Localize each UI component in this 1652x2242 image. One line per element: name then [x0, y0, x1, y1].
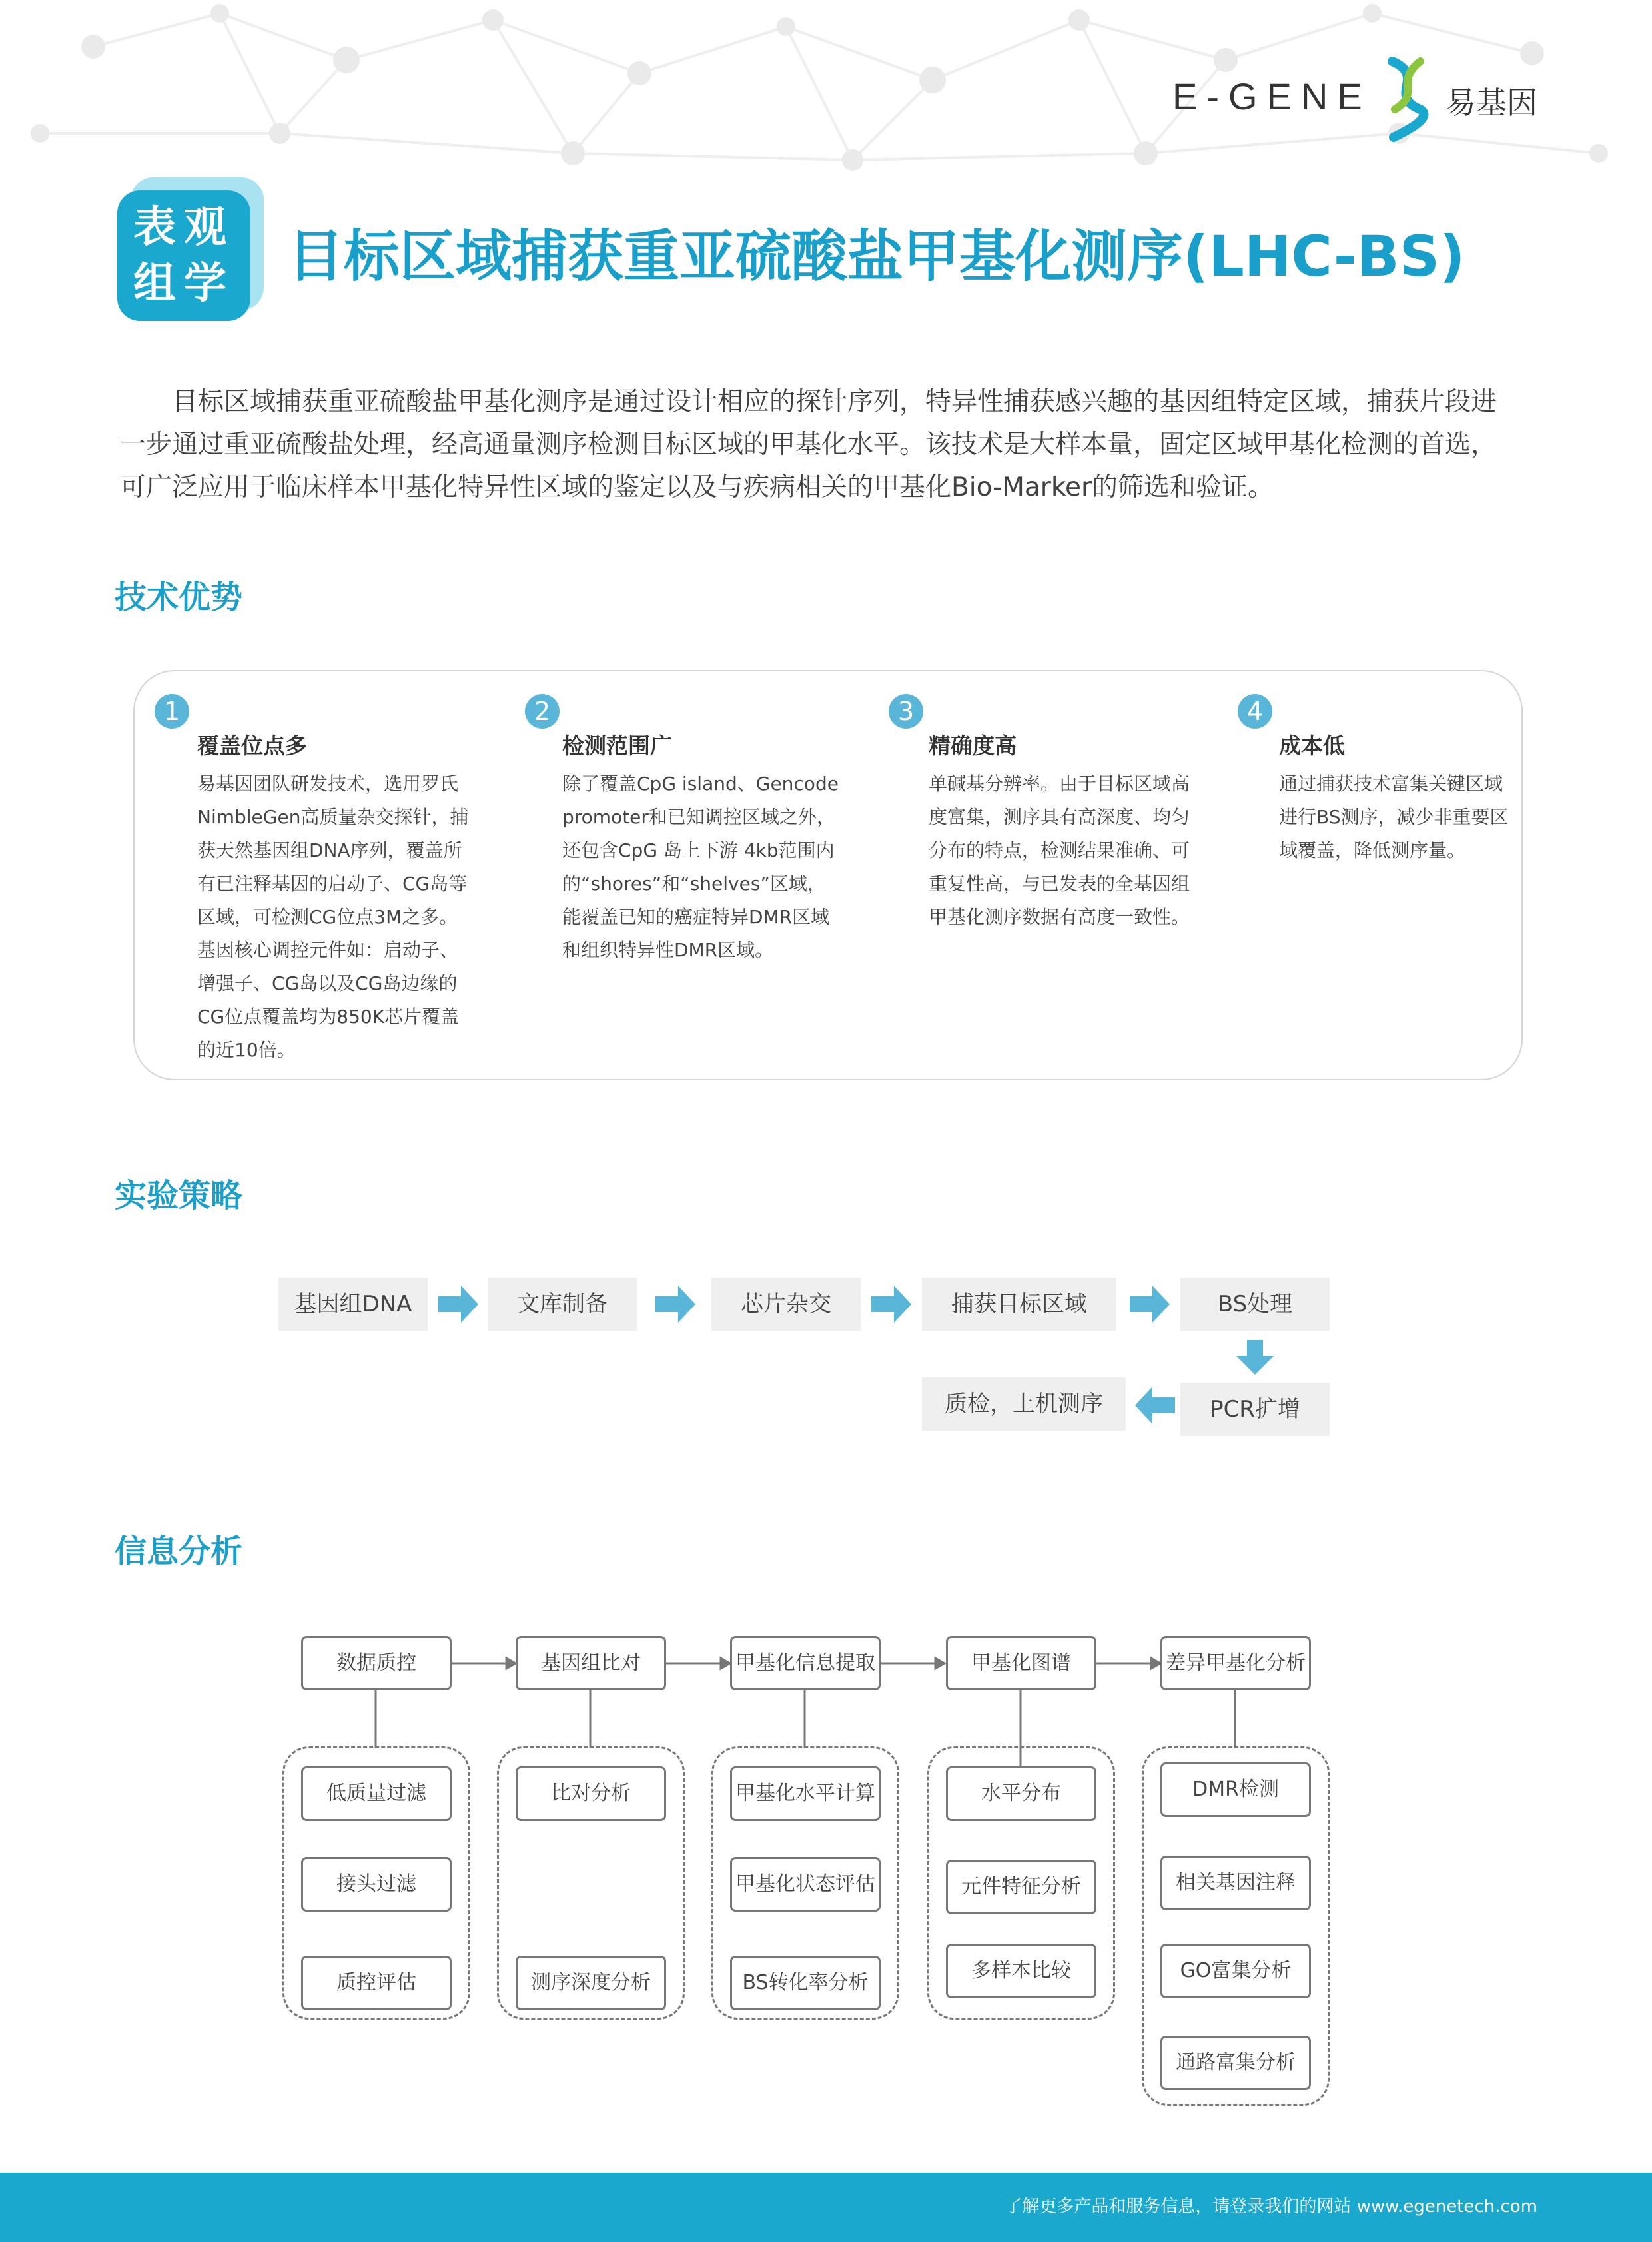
analysis-item: 甲基化状态评估	[730, 1857, 881, 1912]
workflow-step-target-capture: 捕获目标区域	[922, 1278, 1116, 1331]
workflow-arrow-down-icon	[1236, 1340, 1274, 1375]
workflow-step-hybridization: 芯片杂交	[711, 1278, 861, 1331]
analysis-item: GO富集分析	[1160, 1944, 1311, 1998]
advantage-title-4: 成本低	[1279, 733, 1345, 759]
badge-line-2: 组学	[133, 259, 234, 308]
advantage-title-2: 检测范围广	[562, 733, 672, 759]
advantage-title-1: 覆盖位点多	[197, 733, 307, 759]
badge-line-1: 表观	[133, 203, 234, 252]
analysis-item: 元件特征分析	[946, 1860, 1096, 1914]
analysis-item: 多样本比较	[946, 1944, 1096, 1998]
advantage-text-3: 单碱基分辨率。由于目标区域高度富集，测序具有高深度、均匀分布的特点，检测结果准确、可重复性高，与已发表的全基因组甲基化测序数据有高度一致性。	[929, 773, 1190, 928]
workflow-step-pcr: PCR扩增	[1180, 1383, 1330, 1436]
analysis-item: 水平分布	[946, 1766, 1096, 1821]
analysis-step-methylation-extract: 甲基化信息提取	[730, 1636, 881, 1690]
advantage-text-4: 通过捕获技术富集关键区域进行BS测序，减少非重要区域覆盖，降低测序量。	[1279, 773, 1509, 861]
workflow-arrow-right-icon	[1130, 1286, 1170, 1323]
workflow-arrow-right-icon	[871, 1286, 911, 1323]
advantage-number-1: 1	[155, 694, 189, 729]
workflow-arrow-right-icon	[438, 1286, 478, 1323]
analysis-step-methylation-map: 甲基化图谱	[946, 1636, 1096, 1690]
footer-website-text[interactable]: 了解更多产品和服务信息，请登录我们的网站 www.egenetech.com	[1005, 2197, 1537, 2217]
page-title: 目标区域捕获重亚硫酸盐甲基化测序(LHC-BS)	[288, 224, 1465, 289]
analysis-item: 相关基因注释	[1160, 1856, 1311, 1910]
advantage-title-3: 精确度高	[929, 733, 1017, 759]
section-title-analysis: 信息分析	[115, 1533, 243, 1570]
analysis-arrowhead-icon	[721, 1658, 730, 1669]
workflow-step-genomic-dna: 基因组DNA	[278, 1278, 428, 1331]
brand-logo-cn: 易基因	[1446, 85, 1537, 121]
brand-logo-text: E-GENE	[1172, 75, 1372, 117]
analysis-item: BS转化率分析	[730, 1956, 881, 2010]
analysis-item: 甲基化水平计算	[730, 1766, 881, 1821]
analysis-step-alignment: 基因组比对	[516, 1636, 666, 1690]
workflow-arrow-left-icon	[1135, 1387, 1175, 1424]
analysis-step-data-qc: 数据质控	[301, 1636, 452, 1690]
analysis-arrowhead-icon	[506, 1658, 516, 1669]
workflow-arrow-right-icon	[655, 1286, 695, 1323]
section-title-advantages: 技术优势	[115, 579, 243, 616]
footer-bar	[0, 2173, 1652, 2242]
advantage-number-4: 4	[1238, 694, 1272, 729]
analysis-item: 接头过滤	[301, 1857, 452, 1912]
workflow-step-bs-treatment: BS处理	[1180, 1278, 1330, 1331]
analysis-item: 低质量过滤	[301, 1766, 452, 1821]
analysis-item: 测序深度分析	[516, 1956, 666, 2010]
intro-paragraph: 目标区域捕获重亚硫酸盐甲基化测序是通过设计相应的探针序列，特异性捕获感兴趣的基因组特定区域，捕获片段进一步通过重亚硫酸盐处理，经高通量测序检测目标区域的甲基化水平。该技术是大样本量，固定区域甲基化检测的首选，可广泛应用于临床样本甲基化特异性区域的鉴定以及与疾病相关的甲基化Bio-Marker的筛选和验证。	[120, 387, 1497, 502]
workflow-step-qc-sequencing: 质检，上机测序	[922, 1377, 1126, 1431]
category-badge	[117, 190, 250, 321]
analysis-item: DMR检测	[1160, 1762, 1311, 1817]
analysis-arrowhead-icon	[1151, 1658, 1160, 1669]
advantage-number-2: 2	[525, 694, 560, 729]
advantage-text-2: 除了覆盖CpG island、Gencode promoter和已知调控区域之外，还包含CpG 岛上下游 4kb范围内的“shores”和“shelves”区域，能覆盖已知的癌症特异DMR区域和组织特异性DMR区域。	[562, 773, 839, 961]
advantage-text-1: 易基因团队研发技术，选用罗氏NimbleGen高质量杂交探针，捕获天然基因组DNA序列，覆盖所有已注释基因的启动子、CG岛等区域，可检测CG位点3M之多。基因核心调控元件如：启动子、增强子、CG岛以及CG岛边缘的CG位点覆盖均为850K芯片覆盖的近10倍。	[197, 773, 469, 1061]
advantage-number-3: 3	[889, 694, 923, 729]
analysis-item: 质控评估	[301, 1956, 452, 2010]
analysis-item: 通路富集分析	[1160, 2036, 1311, 2090]
workflow-step-library-prep: 文库制备	[488, 1278, 637, 1331]
section-title-strategy: 实验策略	[115, 1177, 243, 1214]
analysis-item: 比对分析	[516, 1766, 666, 1821]
analysis-step-differential: 差异甲基化分析	[1160, 1636, 1311, 1690]
dna-helix-icon	[1380, 56, 1434, 143]
analysis-arrowhead-icon	[935, 1658, 945, 1669]
